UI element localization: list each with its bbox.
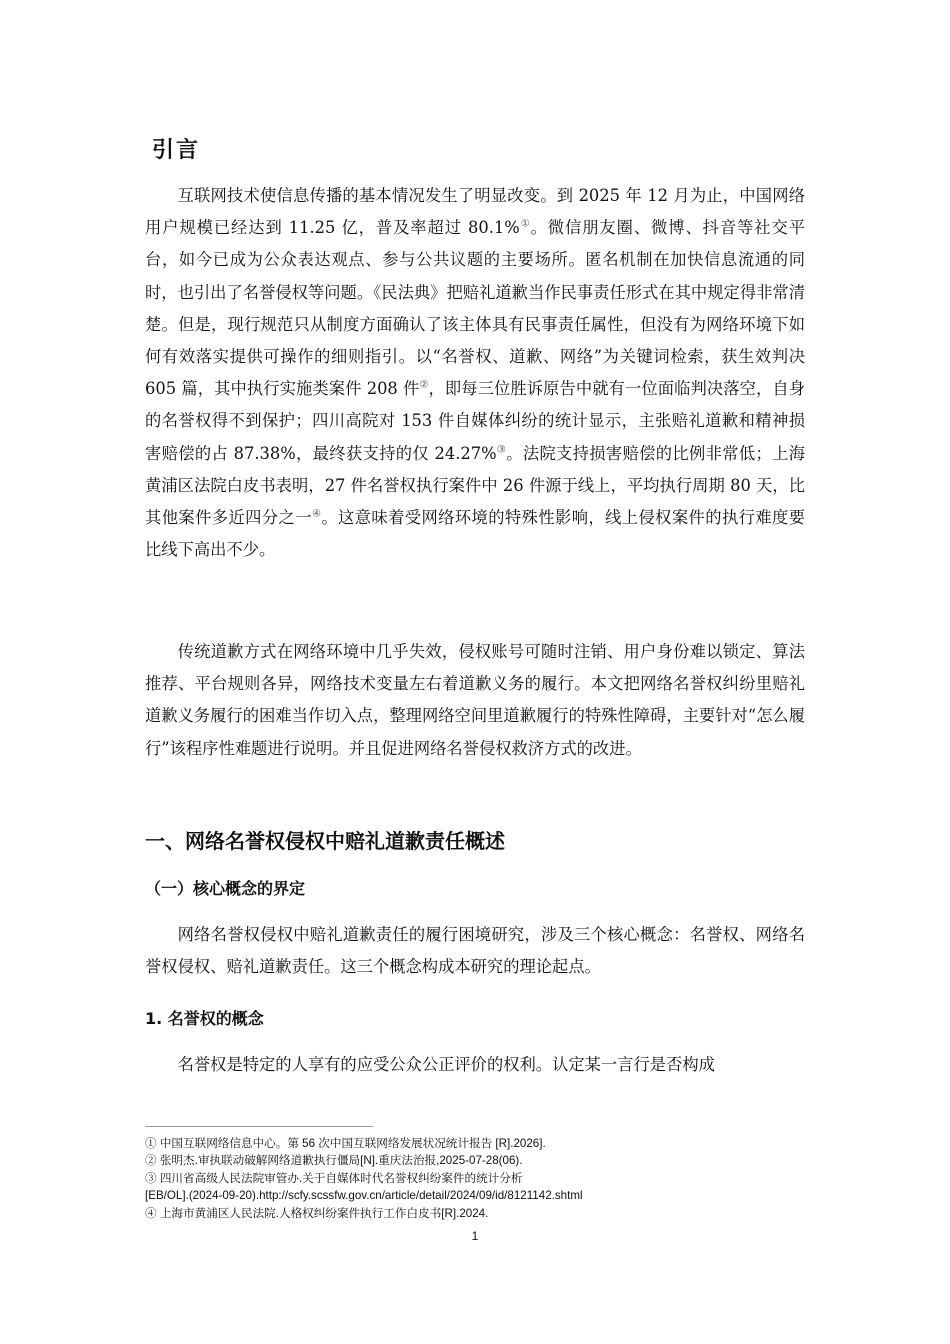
footnote-ref-4[interactable]: ④	[311, 508, 322, 520]
footnote-4: ④ 上海市黄浦区人民法院.人格权纠纷案件执行工作白皮书[R].2024.	[145, 1206, 489, 1220]
item-paragraph: 名誉权是特定的人享有的应受公众公正评价的权利。认定某一言行是否构成	[177, 1055, 715, 1074]
subsection-paragraph: 网络名誉权侵权中赔礼道歉责任的履行困境研究，涉及三个核心概念：名誉权、网络名誉权侵权、赔礼道歉责任。这三个概念构成本研究的理论起点。	[145, 925, 805, 977]
intro-text-5: 。这意味着受网络环境的特殊性影响，线上侵权案件的执行难度要比线下高出不少。	[145, 508, 805, 560]
item-heading: 1. 名誉权的概念	[145, 1009, 264, 1028]
footnote-ref-3[interactable]: ③	[496, 444, 507, 456]
page-number: 1	[471, 1229, 479, 1243]
intro-text-2: 。微信朋友圈、微博、抖音等社交平台，如今已成为公众表达观点、参与公共议题的主要场所。匿名机制在加快信息流通的同时，也引出了名誉侵权等问题。《民法典》把赔礼道歉当作民事责任形式在其中规定得非常清楚。但是，现行规范只从制度方面确认了该主体具有民事责任属性，但没有为网络环境下如何有效落实提供可操作的细则指引。以“名誉权、道歉、网络”为关键词检索，获生效判决 605 篇，其中执行实施类案件 208 件	[145, 218, 805, 399]
footnote-ref-1[interactable]: ①	[519, 218, 531, 230]
footnote-divider	[145, 1126, 373, 1127]
footnotes	[145, 1135, 785, 1222]
intro-paragraph-2: 传统道歉方式在网络环境中几乎失效，侵权账号可随时注销、用户身份难以锁定、算法推荐、平台规则各异，网络技术变量左右着道歉义务的履行。本文把网络名誉权纠纷里赔礼道歉义务履行的困难当作切入点，整理网络空间里道歉履行的特殊性障碍，主要针对“怎么履行”该程序性难题进行说明。并且促进网络名誉侵权救济方式的改进。	[145, 642, 805, 758]
intro-text-1: 互联网技术使信息传播的基本情况发生了明显改变。到 2025 年 12 月为止，中国网络用户规模已经达到 11.25 亿，普及率超过 80.1%	[145, 186, 805, 238]
intro-text-3: ，即每三位胜诉原告中就有一位面临判决落空，自身的名誉权得不到保护；四川高院对 153 件自媒体纠纷的统计显示，主张赔礼道歉和精神损害赔偿的占 87.38%，最终获支持的仅 24.27%	[145, 379, 805, 463]
intro-paragraph-1	[145, 180, 805, 566]
footnote-2: ② 张明杰.审执联动破解网络道歉执行僵局[N].重庆法治报,2025-07-28(06).	[145, 1154, 523, 1168]
footnote-1: ① 中国互联网络信息中心。第 56 次中国互联网络发展状况统计报告 [R].2026].	[145, 1137, 546, 1150]
section-heading: 一、网络名誉权侵权中赔礼道歉责任概述	[145, 829, 505, 853]
footnote-ref-2[interactable]: ②	[419, 379, 429, 391]
footnote-3-url[interactable]: [EB/OL].(2024-09-20).http://scfy.scssfw.gov.cn/article/detail/2024/09/id/8121142.shtml	[145, 1189, 583, 1203]
intro-heading: 引言	[152, 138, 201, 163]
intro-text-4: 。法院支持损害赔偿的比例非常低；上海黄浦区法院白皮书表明，27 件名誉权执行案件中 26 件源于线上，平均执行周期 80 天，比其他案件多近四分之一	[145, 443, 805, 528]
footnote-3: ③ 四川省高级人民法院审管办.关于自媒体时代名誉权纠纷案件的统计分析	[145, 1171, 523, 1185]
subsection-heading: （一）核心概念的界定	[145, 879, 306, 898]
